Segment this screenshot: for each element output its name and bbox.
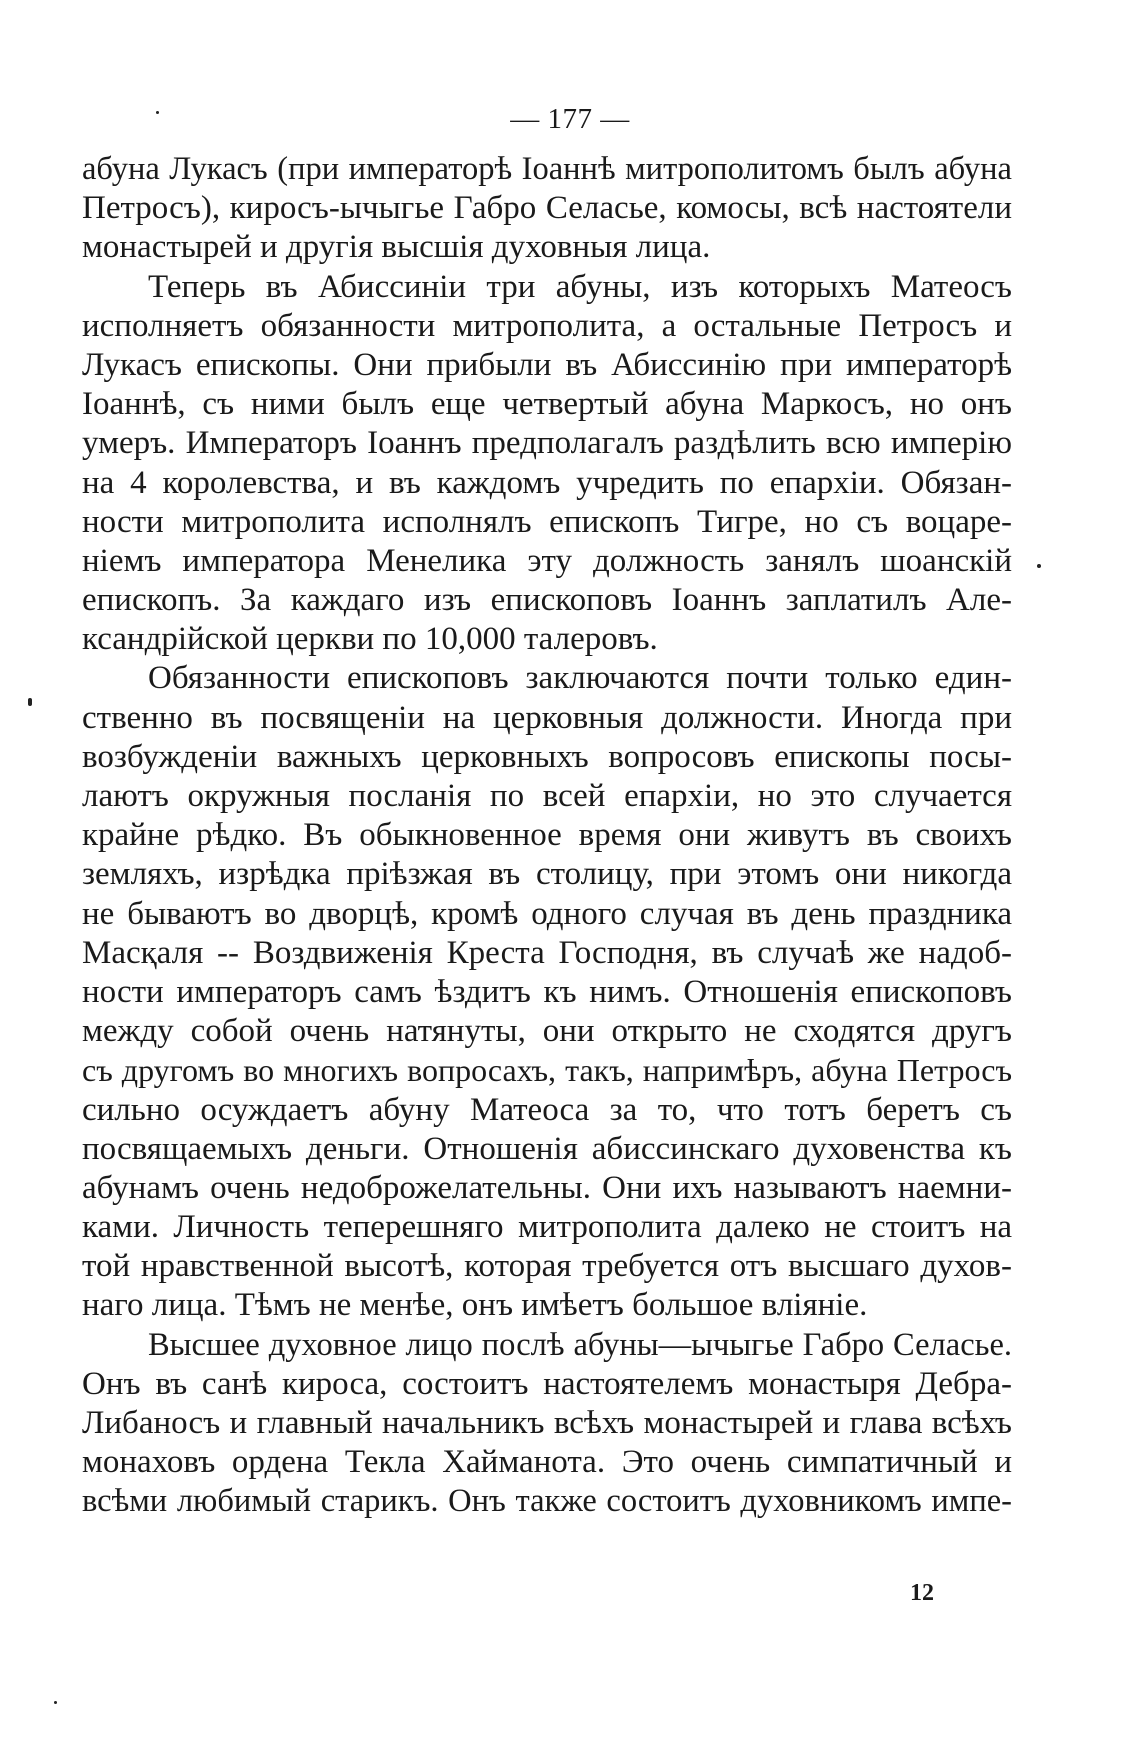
signature-mark: 12: [910, 1580, 934, 1606]
text-line: посвящаемыхъ деньги. Отношенія абиссинскаго духовенства къ: [82, 1130, 1012, 1167]
text-line: ственно въ посвященіи на церковныя должности. Иногда при: [82, 699, 1012, 736]
paragraph-first-line: Обязанности епископовъ заключаются почти только един-: [148, 660, 1012, 697]
text-line: ксандрійской церкви по 10,000 талеровъ.: [82, 621, 658, 658]
paragraph-first-line: Высшее духовное лицо послѣ абуны—ычыгье Габро Селасье.: [148, 1326, 1012, 1363]
text-line: Либаносъ и главный начальникъ всѣхъ монастырей и глава всѣхъ: [82, 1405, 1012, 1441]
text-line: лаютъ окружныя посланія по всей епархіи, но это случается: [82, 778, 1012, 814]
text-line: ніемъ императора Менелика эту должность занялъ шоанскій: [82, 542, 1012, 579]
text-line: монастырей и другія высшія духовныя лица.: [82, 229, 711, 266]
body-text: [82, 150, 1012, 1522]
text-line: абунамъ очень недоброжелательны. Они ихъ называютъ наемни-: [82, 1169, 1012, 1206]
text-line: умеръ. Императоръ Іоаннъ предполагалъ раздѣлить всю имперію: [82, 425, 1012, 462]
text-line: крайне рѣдко. Въ обыкновенное время они живутъ въ своихъ: [82, 817, 1012, 854]
text-line: той нравственной высотѣ, которая требуется отъ высшаго духов-: [82, 1248, 1012, 1285]
text-line: наго лица. Тѣмъ не менѣе, онъ имѣетъ большое вліяніе.: [82, 1287, 868, 1324]
text-line: возбужденіи важныхъ церковныхъ вопросовъ епископы посы-: [82, 738, 1012, 775]
text-line: Масқаля -- Воздвиженія Креста Господня, въ случаѣ же надоб-: [82, 934, 1012, 971]
text-line: Лукасъ епископы. Они прибыли въ Абиссинію при императорѣ: [82, 346, 1012, 383]
text-line: Іоаннѣ, съ ними былъ еще четвертый абуна Маркосъ, но онъ: [82, 386, 1012, 423]
text-line: съ другомъ во многихъ вопросахъ, такъ, напримѣръ, абуна Петросъ: [82, 1052, 1012, 1089]
print-speck: [156, 111, 159, 114]
text-line: Онъ въ санѣ кироса, состоитъ настоятелемъ монастыря Дебра-: [82, 1365, 1012, 1402]
text-line: на 4 королевства, и въ каждомъ учредить по епархіи. Обязан-: [82, 464, 1012, 501]
page-number: — 177 —: [510, 103, 630, 135]
text-line: абуна Лукасъ (при императорѣ Іоаннѣ митрополитомъ былъ абуна: [82, 151, 1012, 187]
text-line: сильно осуждаетъ абуну Матеоса за то, что тотъ беретъ съ: [82, 1091, 1012, 1128]
text-line: земляхъ, изрѣдка пріѣзжая въ столицу, при этомъ они никогда: [82, 856, 1012, 893]
text-line: между собой очень натянуты, они открыто не сходятся другъ: [82, 1013, 1012, 1050]
text-line: исполняетъ обязанности митрополита, а остальные Петросъ и: [82, 307, 1012, 344]
text-line: епископъ. За каждаго изъ епископовъ Іоаннъ заплатилъ Але-: [82, 582, 1012, 619]
text-line: не бываютъ во дворцѣ, кромѣ одного случая въ день праздника: [82, 895, 1012, 932]
print-speck: [1037, 564, 1041, 568]
text-line: ками. Личность теперешняго митрополита далеко не стоитъ на: [82, 1209, 1012, 1246]
text-line: ности императоръ самъ ѣздитъ къ нимъ. Отношенія епископовъ: [82, 973, 1012, 1010]
print-speck: [28, 698, 32, 706]
print-speck: [54, 1701, 57, 1704]
text-line: монаховъ ордена Текла Хайманота. Это очень симпатичный и: [82, 1444, 1012, 1481]
text-line: Петросъ), киросъ-ычыгье Габро Селасье, комосы, всѣ настоятели: [82, 190, 1012, 227]
paragraph-first-line: Теперь въ Абиссиніи три абуны, изъ которыхъ Матеосъ: [148, 268, 1012, 305]
text-line: всѣми любимый старикъ. Онъ также состоитъ духовникомъ импе-: [82, 1483, 1012, 1520]
text-line: ности митрополита исполнялъ епископъ Тигре, но съ воцаре-: [82, 503, 1012, 540]
